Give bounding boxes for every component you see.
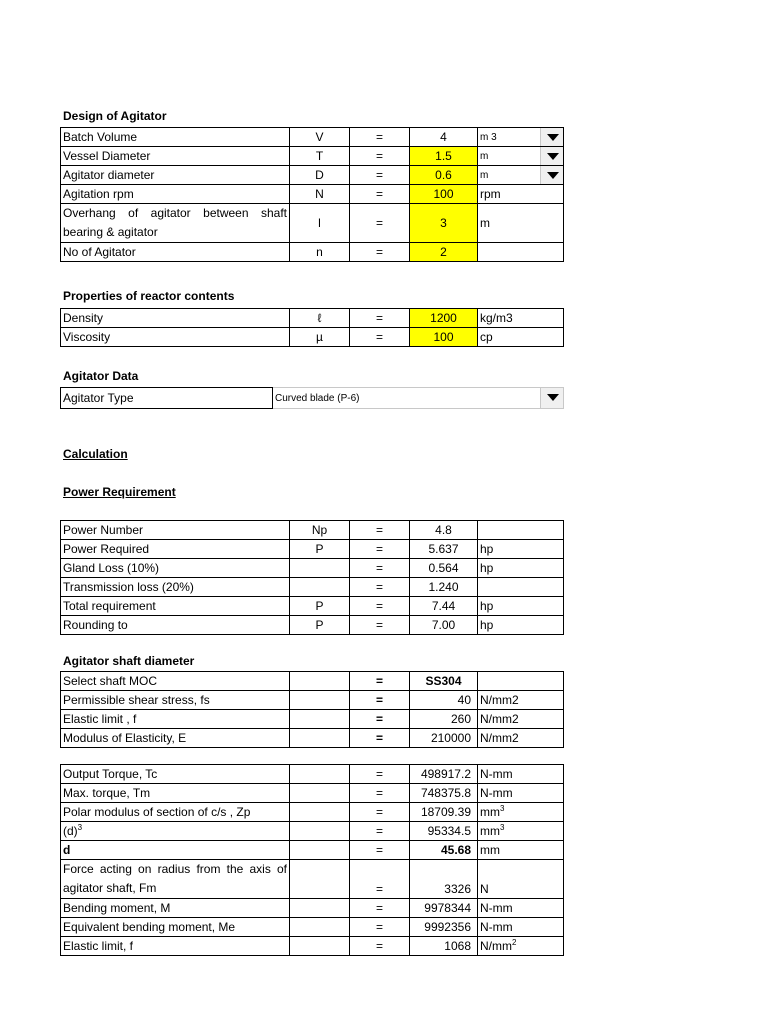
table-row	[61, 166, 564, 185]
table-row	[61, 521, 564, 540]
row-symbol: N	[290, 185, 350, 204]
table-row	[61, 540, 564, 559]
row-label: d	[61, 841, 290, 860]
row-equals: =	[350, 147, 410, 166]
table-row	[61, 765, 564, 784]
row-label: Vessel Diameter	[61, 147, 290, 166]
table-row	[61, 578, 564, 597]
table-row	[61, 204, 564, 243]
row-symbol	[290, 803, 350, 822]
row-value: 9992356	[410, 918, 478, 937]
row-equals: =	[350, 765, 410, 784]
row-label: Polar modulus of section of c/s , Zp	[61, 803, 290, 822]
no-of-agitator-input[interactable]: 2	[410, 243, 478, 262]
table-row	[61, 309, 564, 328]
row-equals: =	[350, 166, 410, 185]
row-equals: =	[350, 672, 410, 691]
row-value: 18709.39	[410, 803, 478, 822]
row-label: Total requirement	[61, 597, 290, 616]
agitator-type-label: Agitator Type	[61, 388, 273, 409]
row-value: 9978344	[410, 899, 478, 918]
row-symbol: P	[290, 616, 350, 635]
table-row	[61, 616, 564, 635]
table-row	[61, 710, 564, 729]
row-value: 748375.8	[410, 784, 478, 803]
row-value: 5.637	[410, 540, 478, 559]
row-equals: =	[350, 691, 410, 710]
row-value: 1.240	[410, 578, 478, 597]
row-unit: N/mm2	[478, 710, 564, 729]
row-symbol	[290, 765, 350, 784]
row-label: Elastic limit, f	[61, 937, 290, 956]
row-equals: =	[350, 784, 410, 803]
table-row	[61, 128, 564, 147]
table-row	[61, 147, 564, 166]
row-label: Viscosity	[61, 328, 290, 347]
row-label: No of Agitator	[61, 243, 290, 262]
row-label: Select shaft MOC	[61, 672, 290, 691]
row-symbol	[290, 784, 350, 803]
row-equals: =	[350, 540, 410, 559]
row-label: Gland Loss (10%)	[61, 559, 290, 578]
properties-table	[60, 308, 564, 347]
row-symbol	[290, 710, 350, 729]
unit-value: m 3	[480, 131, 497, 143]
row-symbol	[290, 822, 350, 841]
unit-superscript: 3	[500, 822, 505, 832]
table-row	[61, 822, 564, 841]
row-label: Power Number	[61, 521, 290, 540]
row-value: 0.564	[410, 559, 478, 578]
row-value: 40	[410, 691, 478, 710]
row-value: 7.44	[410, 597, 478, 616]
row-unit: kg/m3	[478, 309, 564, 328]
row-label: Modulus of Elasticity, E	[61, 729, 290, 748]
unit-text: mm	[480, 804, 500, 819]
row-symbol: D	[290, 166, 350, 185]
shaft-section-title: Agitator shaft diameter	[63, 654, 195, 668]
table-row	[61, 729, 564, 748]
row-symbol: Np	[290, 521, 350, 540]
viscosity-input[interactable]: 100	[410, 328, 478, 347]
row-equals: =	[350, 597, 410, 616]
table-row	[61, 899, 564, 918]
properties-section-title: Properties of reactor contents	[63, 289, 235, 303]
row-symbol: V	[290, 128, 350, 147]
row-symbol: µ	[290, 328, 350, 347]
batch-volume-value[interactable]: 4	[410, 128, 478, 147]
row-unit	[478, 672, 564, 691]
row-label: Bending moment, M	[61, 899, 290, 918]
row-equals: =	[350, 822, 410, 841]
unit-superscript: 2	[512, 937, 517, 947]
chevron-down-icon	[547, 172, 559, 179]
row-symbol	[290, 691, 350, 710]
row-symbol: n	[290, 243, 350, 262]
row-equals: =	[350, 729, 410, 748]
row-unit: N	[478, 860, 564, 899]
row-unit	[478, 937, 564, 956]
row-equals: =	[350, 243, 410, 262]
row-equals: =	[350, 185, 410, 204]
overhang-input[interactable]: 3	[410, 204, 478, 243]
row-label: Agitator diameter	[61, 166, 290, 185]
row-equals: =	[350, 899, 410, 918]
table-row	[61, 860, 564, 899]
row-equals: =	[350, 937, 410, 956]
calculation-title: Calculation	[63, 447, 128, 461]
row-equals: =	[350, 521, 410, 540]
row-value: 7.00	[410, 616, 478, 635]
table-row	[61, 243, 564, 262]
agitator-type-dropdown[interactable]	[273, 388, 564, 409]
row-symbol: l	[290, 204, 350, 243]
table-row	[61, 185, 564, 204]
row-symbol: P	[290, 540, 350, 559]
row-equals: =	[350, 918, 410, 937]
unit-value: m	[480, 169, 489, 181]
row-equals: =	[350, 328, 410, 347]
row-equals: =	[350, 860, 410, 899]
table-row	[61, 672, 564, 691]
design-section-title: Design of Agitator	[63, 109, 167, 123]
table-row	[61, 784, 564, 803]
row-value: 3326	[410, 860, 478, 899]
agitator-data-table	[60, 387, 564, 409]
unit-text: N/mm	[480, 938, 512, 953]
dropdown-button[interactable]	[540, 166, 563, 184]
shaft-table	[60, 671, 564, 748]
table-row	[61, 841, 564, 860]
row-unit: N/mm2	[478, 729, 564, 748]
row-equals: =	[350, 803, 410, 822]
row-symbol: ℓ	[290, 309, 350, 328]
row-label: Elastic limit , f	[61, 710, 290, 729]
dropdown-button[interactable]	[540, 128, 563, 146]
row-label: Overhang of agitator between shaft bearing & agitator	[61, 204, 290, 243]
row-value: 4.8	[410, 521, 478, 540]
row-unit: N/mm2	[478, 691, 564, 710]
row-unit: N-mm	[478, 899, 564, 918]
unit-value: m	[480, 150, 489, 162]
table-row	[61, 597, 564, 616]
row-unit: hp	[478, 597, 564, 616]
row-label	[61, 822, 290, 841]
row-unit	[478, 803, 564, 822]
row-symbol	[290, 841, 350, 860]
row-label: Transmission loss (20%)	[61, 578, 290, 597]
table-row	[61, 328, 564, 347]
dropdown-button[interactable]	[540, 147, 563, 165]
row-label: Force acting on radius from the axis of agitator shaft, Fm	[61, 860, 290, 899]
row-symbol: P	[290, 597, 350, 616]
row-value: 1068	[410, 937, 478, 956]
row-label: Permissible shear stress, fs	[61, 691, 290, 710]
row-equals: =	[350, 710, 410, 729]
agitator-type-value: Curved blade (P-6)	[275, 392, 360, 404]
row-unit: m	[478, 204, 564, 243]
table-row	[61, 388, 564, 409]
agitator-data-title: Agitator Data	[63, 369, 139, 383]
row-label: Batch Volume	[61, 128, 290, 147]
label-superscript: 3	[77, 822, 83, 832]
row-symbol	[290, 918, 350, 937]
unit-dropdown-agitator-diameter[interactable]	[478, 166, 564, 185]
vessel-diameter-input[interactable]: 1.5	[410, 147, 478, 166]
row-unit	[478, 243, 564, 262]
row-unit: hp	[478, 540, 564, 559]
table-row	[61, 937, 564, 956]
chevron-down-icon	[547, 134, 559, 141]
row-unit: hp	[478, 559, 564, 578]
row-symbol	[290, 559, 350, 578]
agitator-diameter-input[interactable]: 0.6	[410, 166, 478, 185]
row-equals: =	[350, 841, 410, 860]
row-unit: N-mm	[478, 918, 564, 937]
row-symbol: T	[290, 147, 350, 166]
row-equals: =	[350, 204, 410, 243]
power-table	[60, 520, 564, 635]
row-value: 498917.2	[410, 765, 478, 784]
row-unit: hp	[478, 616, 564, 635]
row-symbol	[290, 899, 350, 918]
table-row	[61, 691, 564, 710]
unit-dropdown-batch-volume[interactable]	[478, 128, 564, 147]
label-text: (d)	[63, 823, 78, 838]
row-label: Density	[61, 309, 290, 328]
row-equals: =	[350, 309, 410, 328]
row-label: Equivalent bending moment, Me	[61, 918, 290, 937]
row-unit	[478, 578, 564, 597]
row-unit: mm	[478, 841, 564, 860]
design-table	[60, 127, 564, 262]
row-symbol	[290, 729, 350, 748]
row-unit	[478, 822, 564, 841]
row-symbol	[290, 937, 350, 956]
row-equals: =	[350, 578, 410, 597]
torque-table	[60, 764, 564, 956]
row-symbol	[290, 860, 350, 899]
table-row	[61, 559, 564, 578]
row-label: Output Torque, Tc	[61, 765, 290, 784]
row-value: 260	[410, 710, 478, 729]
table-row	[61, 803, 564, 822]
table-row	[61, 918, 564, 937]
shaft-moc-value[interactable]: SS304	[410, 672, 478, 691]
row-unit: cp	[478, 328, 564, 347]
row-unit	[478, 521, 564, 540]
chevron-down-icon	[547, 394, 559, 401]
row-equals: =	[350, 559, 410, 578]
chevron-down-icon	[547, 153, 559, 160]
density-input[interactable]: 1200	[410, 309, 478, 328]
power-requirement-title: Power Requirement	[63, 485, 176, 499]
row-unit: N-mm	[478, 784, 564, 803]
agitation-rpm-input[interactable]: 100	[410, 185, 478, 204]
row-value: 95334.5	[410, 822, 478, 841]
row-symbol	[290, 672, 350, 691]
row-equals: =	[350, 616, 410, 635]
row-equals: =	[350, 128, 410, 147]
shaft-diameter-result: 45.68	[410, 841, 478, 860]
row-label: Rounding to	[61, 616, 290, 635]
dropdown-button[interactable]	[540, 388, 563, 408]
unit-dropdown-vessel-diameter[interactable]	[478, 147, 564, 166]
row-label: Max. torque, Tm	[61, 784, 290, 803]
unit-text: mm	[480, 823, 500, 838]
row-label: Power Required	[61, 540, 290, 559]
unit-superscript: 3	[500, 803, 505, 813]
row-value: 210000	[410, 729, 478, 748]
row-label: Agitation rpm	[61, 185, 290, 204]
row-unit: N-mm	[478, 765, 564, 784]
row-unit: rpm	[478, 185, 564, 204]
row-symbol	[290, 578, 350, 597]
